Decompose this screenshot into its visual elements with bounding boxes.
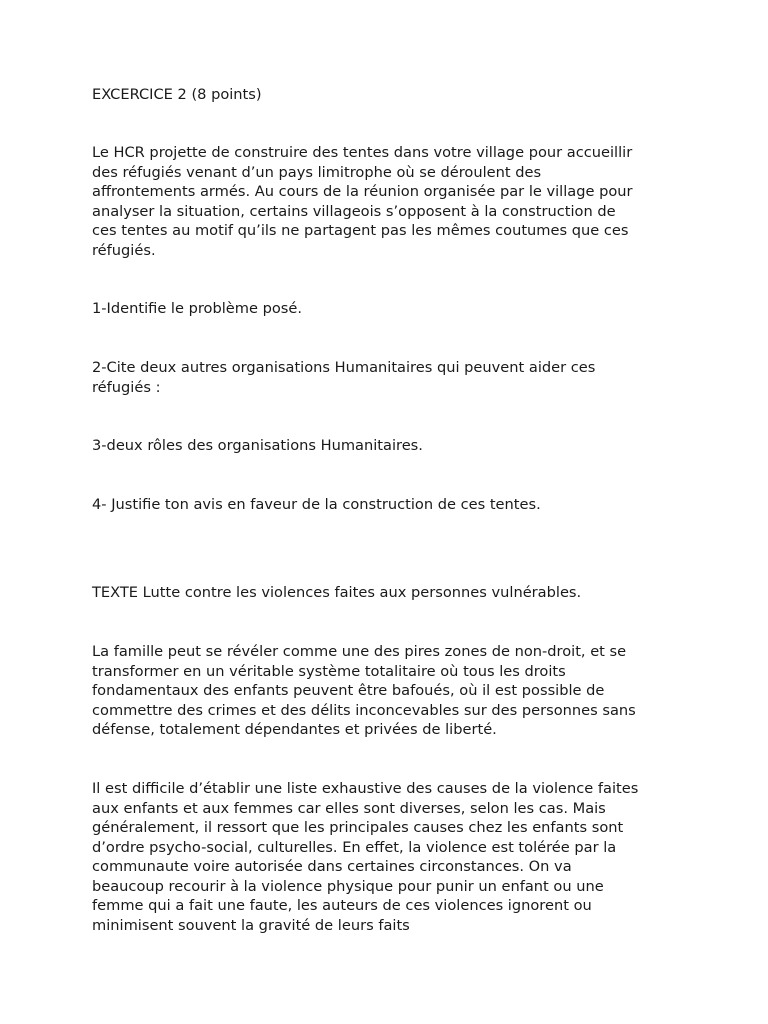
text-paragraph-1: La famille peut se révéler comme une des pires zones de non-droit, et se transformer en un véritable système totalitaire où tous les droits fondamentaux des enfants peuvent être bafoués, où il est possible de commettre des crimes et des délits inconcevables sur des personnes sans défense, totalement dépendantes et privées de liberté. xyxy=(92,643,636,738)
question-4: 4- Justifie ton avis en faveur de la construction de ces tentes. xyxy=(92,496,541,513)
question-1: 1-Identifie le problème posé. xyxy=(92,300,303,317)
text-title: TEXTE Lutte contre les violences faites aux personnes vulnérables. xyxy=(92,584,582,601)
exercise-title: EXCERCICE 2 (8 points) xyxy=(92,86,262,103)
question-2: 2-Cite deux autres organisations Humanitaires qui peuvent aider ces réfugiés : xyxy=(92,359,596,396)
text-paragraph-2: Il est difficile d’établir une liste exhaustive des causes de la violence faites aux enfants et aux femmes car elles sont diverses, selon les cas. Mais généralement, il ressort que les principales causes chez les enfants sont d’ordre psycho-social, culturelles. En effet, la violence est tolérée par la communaute voire autorisée dans certaines circonstances. On va beaucoup recourir à la violence physique pour punir un enfant ou une femme qui a fait une faute, les auteurs de ces violences ignorent ou minimisent souvent la gravité de leurs faits xyxy=(92,780,639,934)
exercise-context: Le HCR projette de construire des tentes dans votre village pour accueillir des réfugiés venant d’un pays limitrophe où se déroulent des affrontements armés. Au cours de la réunion organisée par le village pour analyser la situation, certains villageois s’opposent à la construction de ces tentes au motif qu’ils ne partagent pas les mêmes coutumes que ces réfugiés. xyxy=(92,144,633,259)
question-3: 3-deux rôles des organisations Humanitaires. xyxy=(92,437,423,454)
